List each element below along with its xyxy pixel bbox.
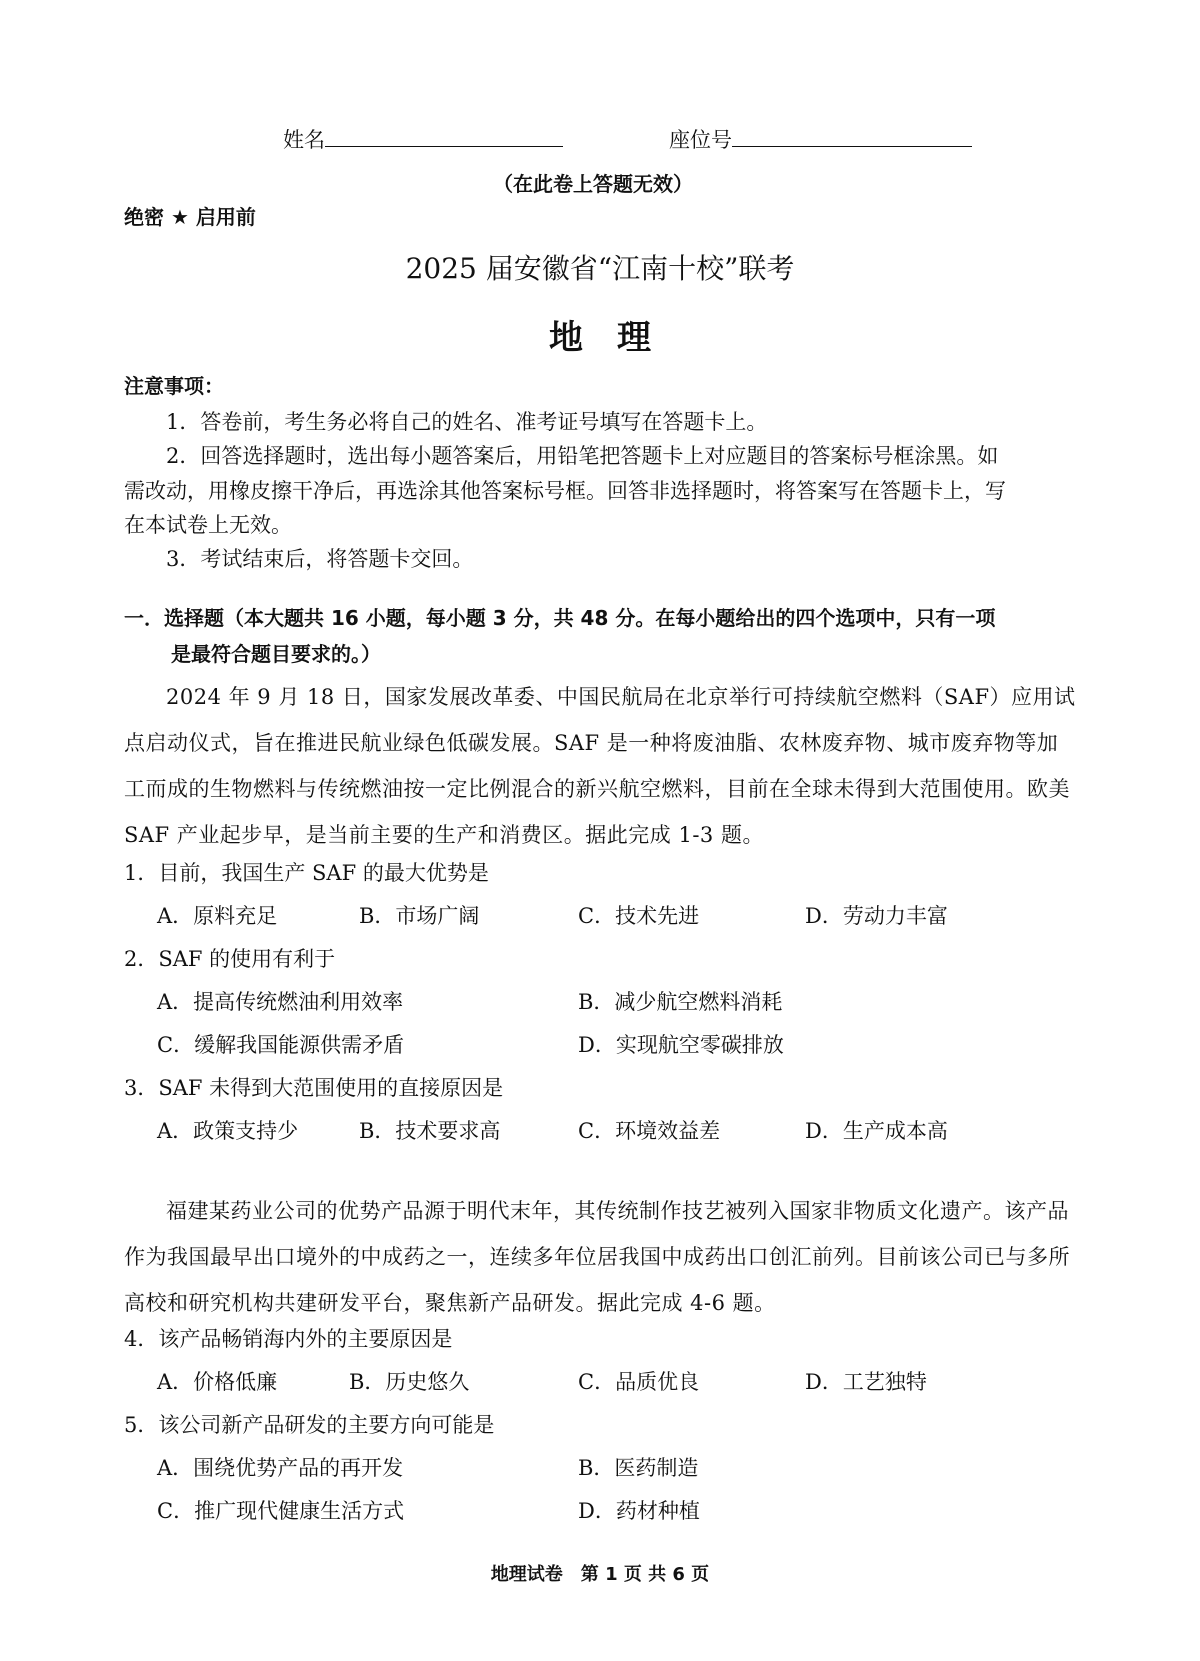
instruction-item-2: 2．回答选择题时，选出每小题答案后，用铅笔把答题卡上对应题目的答案标号框涂黑。如 <box>166 444 999 468</box>
subject-title: 地 理 <box>549 318 651 358</box>
q5-option-d: D．药材种植 <box>578 1499 700 1523</box>
question-4-stem: 4．该产品畅销海内外的主要原因是 <box>124 1327 453 1351</box>
question-2-stem: 2．SAF 的使用有利于 <box>124 947 336 971</box>
q2-option-a: A．提高传统燃油利用效率 <box>157 990 404 1014</box>
question-1-stem: 1．目前，我国生产 SAF 的最大优势是 <box>124 861 489 885</box>
name-field-row <box>283 124 563 154</box>
q4-option-b: B．历史悠久 <box>349 1370 470 1394</box>
instructions-title: 注意事项： <box>124 374 224 398</box>
section-heading: 一．选择题（本大题共 16 小题，每小题 3 分，共 48 分。在每小题给出的四个选项中，只有一项 <box>124 606 996 630</box>
exam-title: 2025 届安徽省“江南十校”联考 <box>405 252 795 285</box>
q3-option-c: C．环境效益差 <box>578 1119 721 1143</box>
q2-option-b: B．减少航空燃料消耗 <box>578 990 783 1014</box>
q5-option-c: C．推广现代健康生活方式 <box>157 1499 405 1523</box>
instruction-item-3: 3．考试结束后，将答题卡交回。 <box>166 547 474 571</box>
seat-label: 座位号 <box>669 128 732 152</box>
q4-option-c: C．品质优良 <box>578 1370 700 1394</box>
q3-option-a: A．政策支持少 <box>157 1119 299 1143</box>
q5-option-b: B．医药制造 <box>578 1456 699 1480</box>
question-3-stem: 3．SAF 未得到大范围使用的直接原因是 <box>124 1076 504 1100</box>
instruction-item-2-cont: 需改动，用橡皮擦干净后，再选涂其他答案标号框。回答非选择题时，将答案写在答题卡上，写 <box>124 479 1006 503</box>
q2-option-c: C．缓解我国能源供需矛盾 <box>157 1033 405 1057</box>
instruction-item-1: 1．答卷前，考生务必将自己的姓名、准考证号填写在答题卡上。 <box>166 410 768 434</box>
instruction-item-2-end: 在本试卷上无效。 <box>124 513 292 537</box>
name-label: 姓名 <box>283 128 325 152</box>
passage-medicine: 福建某药业公司的优势产品源于明代末年，其传统制作技艺被列入国家非物质文化遗产。该产品作为我国最早出口境外的中成药之一，连续多年位居我国中成药出口创汇前列。目前该公司已与多所高校和研究机构共建研发平台，聚焦新产品研发。据此完成 4-6 题。 <box>124 1199 1070 1315</box>
answer-invalid-notice: （在此卷上答题无效） <box>493 172 693 196</box>
q1-option-d: D．劳动力丰富 <box>805 904 948 928</box>
q5-option-a: A．围绕优势产品的再开发 <box>157 1456 404 1480</box>
q3-option-d: D．生产成本高 <box>805 1119 948 1143</box>
seat-blank <box>732 124 972 147</box>
q1-option-c: C．技术先进 <box>578 904 700 928</box>
section-heading-cont: 是最符合题目要求的。） <box>171 642 381 666</box>
seat-field-row <box>669 124 972 154</box>
name-blank <box>325 124 563 147</box>
q4-option-d: D．工艺独特 <box>805 1370 927 1394</box>
q4-option-a: A．价格低廉 <box>157 1370 278 1394</box>
q1-option-b: B．市场广阔 <box>359 904 480 928</box>
question-5-stem: 5．该公司新产品研发的主要方向可能是 <box>124 1413 495 1437</box>
confidential-mark: 绝密 ★ 启用前 <box>124 205 256 229</box>
q3-option-b: B．技术要求高 <box>359 1119 501 1143</box>
q1-option-a: A．原料充足 <box>157 904 278 928</box>
q2-option-d: D．实现航空零碳排放 <box>578 1033 784 1057</box>
passage-saf: 2024 年 9 月 18 日，国家发展改革委、中国民航局在北京举行可持续航空燃料（SAF）应用试点启动仪式，旨在推进民航业绿色低碳发展。SAF 是一种将废油脂、农林废弃物、城市废弃物等加工而成的生物燃料与传统燃油按一定比例混合的新兴航空燃料，目前在全球未得到大范围使用。欧美 SAF 产业起步早，是当前主要的生产和消费区。据此完成 1-3 题。 <box>124 685 1076 847</box>
page-footer: 地理试卷 第 1 页 共 6 页 <box>490 1564 710 1585</box>
